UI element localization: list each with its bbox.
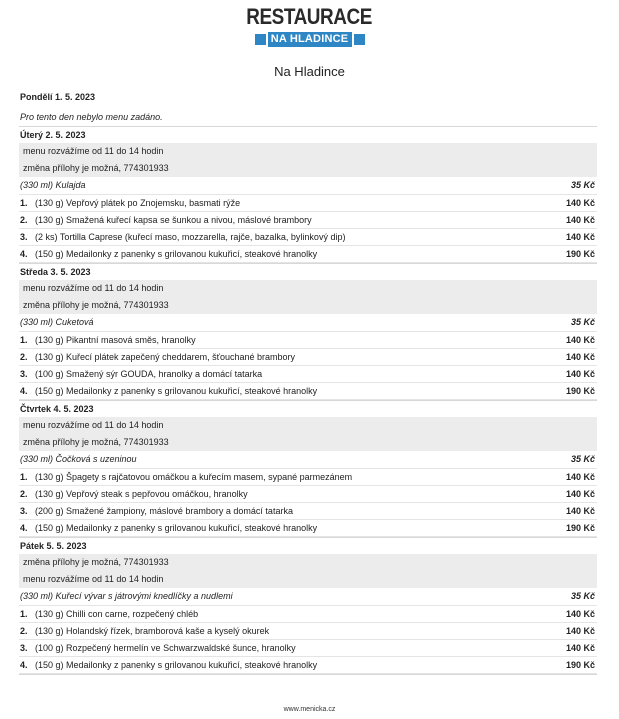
menu-note: menu rozvážíme od 11 do 14 hodin: [19, 417, 597, 434]
menu-item: [19, 246, 597, 263]
menu-item-price: 140 Kč: [565, 643, 595, 653]
menu-item-price: 140 Kč: [565, 198, 595, 208]
menu-item-name: (200 g) Smažené žampiony, máslové brambory a domácí tatarka: [35, 506, 293, 516]
menu-item-name: (130 g) Vepřový steak s pepřovou omáčkou, hranolky: [35, 489, 248, 499]
menu-item-name: (150 g) Medailonky z panenky s grilovanou kukuřicí, steakové hranolky: [35, 386, 318, 396]
menu-item-number: 3.: [20, 643, 28, 653]
menu-item-description: [20, 657, 317, 673]
menu-note: menu rozvážíme od 11 do 14 hodin: [19, 143, 597, 160]
soup-name: (330 ml) Kuřecí vývar s játrovými knedlíčky a nudlemi: [20, 591, 233, 601]
menu-item-name: (150 g) Medailonky z panenky s grilovanou kukuřicí, steakové hranolky: [35, 660, 318, 670]
menu-item-description: [20, 623, 269, 639]
menu-item-description: [20, 469, 352, 485]
menu-item-name: (150 g) Medailonky z panenky s grilovanou kukuřicí, steakové hranolky: [35, 249, 318, 259]
menu-item: [19, 486, 597, 503]
day-section: [19, 127, 597, 264]
soup-row: [19, 177, 597, 195]
menu-item-name: (100 g) Smažený sýr GOUDA, hranolky a domácí tatarka: [35, 369, 263, 379]
day-section: [19, 401, 597, 538]
footer-link[interactable]: www.menicka.cz: [283, 706, 336, 713]
menu-item-name: (130 g) Pikantní masová směs, hranolky: [35, 335, 196, 345]
menu-item-number: 2.: [20, 626, 28, 636]
logo-line1: RESTAURACE: [246, 4, 373, 29]
menu-item: [19, 623, 597, 640]
soup-row: [19, 588, 597, 606]
soup-name: (330 ml) Cuketová: [20, 317, 94, 327]
menu-item-number: 2.: [20, 489, 28, 499]
page-title: Na Hladince: [274, 64, 345, 79]
menu-item-price: 140 Kč: [565, 352, 595, 362]
menu-item: [19, 229, 597, 246]
restaurant-logo: [0, 6, 619, 48]
menu-item-name: (2 ks) Tortilla Caprese (kuřecí maso, mozzarella, rajče, bazalka, bylinkový dip): [35, 232, 346, 242]
logo-square-right: [354, 34, 365, 45]
menu-item-description: [20, 606, 198, 622]
menu-item-price: 190 Kč: [565, 386, 595, 396]
menu-item-number: 1.: [20, 609, 28, 619]
soup-name: (330 ml) Čočková s uzeninou: [20, 454, 137, 464]
menu-item: [19, 349, 597, 366]
menu-note: změna přílohy je možná, 774301933: [19, 297, 597, 314]
logo-line2-band: [255, 32, 365, 48]
menu-item: [19, 520, 597, 537]
menu-item-description: [20, 640, 296, 656]
menu-item: [19, 366, 597, 383]
menu-item-price: 190 Kč: [565, 523, 595, 533]
menu-item: [19, 657, 597, 674]
menu-item-number: 4.: [20, 660, 28, 670]
menu-item-number: 2.: [20, 352, 28, 362]
menu-item-name: (130 g) Kuřecí plátek zapečený cheddarem, šťouchané brambory: [35, 352, 296, 362]
weekly-menu: [19, 89, 597, 675]
no-menu-message: Pro tento den nebylo menu zadáno.: [20, 112, 163, 122]
menu-item-description: [20, 383, 317, 399]
menu-item: [19, 332, 597, 349]
menu-item-price: 190 Kč: [565, 249, 595, 259]
logo-square-left: [255, 34, 266, 45]
menu-item-number: 4.: [20, 249, 28, 259]
menu-item-price: 140 Kč: [565, 489, 595, 499]
menu-item-name: (130 g) Smažená kuřecí kapsa se šunkou a nivou, máslové brambory: [35, 215, 312, 225]
menu-item-number: 4.: [20, 386, 28, 396]
menu-item-price: 140 Kč: [565, 369, 595, 379]
menu-item-description: [20, 229, 345, 245]
menu-item-name: (130 g) Špagety s rajčatovou omáčkou a kuřecím masem, sypané parmezánem: [35, 472, 353, 482]
menu-item-description: [20, 195, 240, 211]
menu-item-price: 140 Kč: [565, 215, 595, 225]
menu-item-price: 140 Kč: [565, 506, 595, 516]
menu-item-price: 140 Kč: [565, 626, 595, 636]
menu-item-number: 4.: [20, 523, 28, 533]
menu-item-description: [20, 520, 317, 536]
menu-item-price: 140 Kč: [565, 609, 595, 619]
menu-item-description: [20, 332, 196, 348]
logo-line2: NA HLADINCE: [268, 32, 352, 47]
menu-item-number: 2.: [20, 215, 28, 225]
menu-item-name: (130 g) Vepřový plátek po Znojemsku, basmati rýže: [35, 198, 241, 208]
menu-item: [19, 606, 597, 623]
menu-item-number: 3.: [20, 232, 28, 242]
soup-row: [19, 451, 597, 469]
menu-item-description: [20, 503, 293, 519]
menu-item-number: 3.: [20, 369, 28, 379]
menu-item-price: 140 Kč: [565, 472, 595, 482]
menu-item-name: (130 g) Holandský řízek, bramborová kaše a kyselý okurek: [35, 626, 270, 636]
soup-price: 35 Kč: [570, 180, 595, 190]
soup-price: 35 Kč: [570, 317, 595, 327]
menu-note: změna přílohy je možná, 774301933: [19, 554, 597, 571]
menu-item: [19, 212, 597, 229]
menu-item-description: [20, 366, 262, 382]
menu-item-description: [20, 349, 295, 365]
menu-item-price: 190 Kč: [565, 660, 595, 670]
soup-price: 35 Kč: [570, 454, 595, 464]
soup-row: [19, 314, 597, 332]
menu-item-description: [20, 486, 248, 502]
menu-item-number: 3.: [20, 506, 28, 516]
menu-item-name: (130 g) Chilli con carne, rozpečený chléb: [35, 609, 199, 619]
menu-item: [19, 469, 597, 486]
day-heading: Čtvrtek 4. 5. 2023: [20, 404, 94, 414]
menu-item-price: 140 Kč: [565, 335, 595, 345]
day-heading: Pátek 5. 5. 2023: [20, 541, 87, 551]
menu-item: [19, 195, 597, 212]
menu-item: [19, 383, 597, 400]
day-heading: Středa 3. 5. 2023: [20, 267, 91, 277]
day-section: [19, 538, 597, 675]
menu-item: [19, 503, 597, 520]
menu-item-name: (150 g) Medailonky z panenky s grilovanou kukuřicí, steakové hranolky: [35, 523, 318, 533]
menu-item-price: 140 Kč: [565, 232, 595, 242]
menu-item: [19, 640, 597, 657]
menu-note: menu rozvážíme od 11 do 14 hodin: [19, 280, 597, 297]
menu-note: změna přílohy je možná, 774301933: [19, 434, 597, 451]
menu-item-number: 1.: [20, 335, 28, 345]
day-section: [19, 264, 597, 401]
menu-note: změna přílohy je možná, 774301933: [19, 160, 597, 177]
menu-item-description: [20, 212, 312, 228]
menu-item-name: (100 g) Rozpečený hermelín ve Schwarzwaldské šunce, hranolky: [35, 643, 296, 653]
day-heading: Úterý 2. 5. 2023: [20, 130, 86, 140]
menu-item-description: [20, 246, 317, 262]
menu-note: menu rozvážíme od 11 do 14 hodin: [19, 571, 597, 588]
day-section: [19, 89, 597, 127]
menu-item-number: 1.: [20, 198, 28, 208]
menu-item-number: 1.: [20, 472, 28, 482]
day-heading: Pondělí 1. 5. 2023: [20, 92, 96, 102]
soup-price: 35 Kč: [570, 591, 595, 601]
soup-name: (330 ml) Kulajda: [20, 180, 86, 190]
